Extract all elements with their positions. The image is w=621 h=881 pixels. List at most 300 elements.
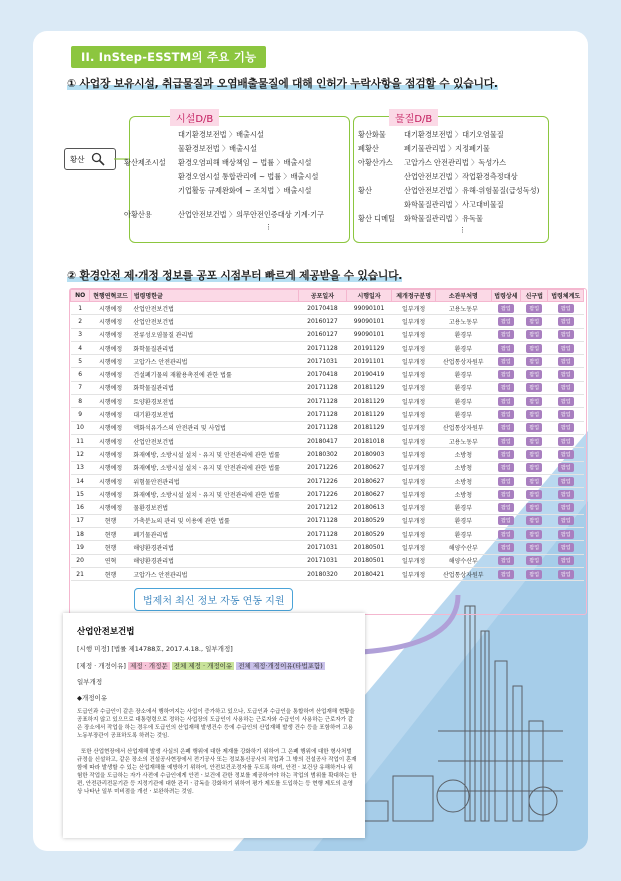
- table-row[interactable]: [71, 448, 584, 461]
- table-cell: 시행예정: [90, 421, 132, 434]
- table-cell: 산업통상자원부: [435, 421, 491, 434]
- table-cell: 20180903: [346, 448, 392, 461]
- facility-line: 기업활동 규제완화에 ~ 조치법 〉배출시설: [178, 186, 312, 195]
- table-cell: 현행: [90, 528, 132, 541]
- table-cell: [491, 302, 520, 315]
- section-title: II. InStep-ESSTM의 주요 기능: [71, 46, 266, 68]
- material-line: 산업안전보건법 〉유해·위험물질(급성독성): [404, 186, 540, 195]
- headline-permit-check: ① 사업장 보유시설, 취급물질과 오염배출물질에 대해 인허가 누락사항을 점검할 수 있습니다.: [67, 77, 498, 90]
- facility-item: 황산제조시설: [124, 158, 166, 167]
- table-cell: [548, 474, 584, 487]
- popup-button[interactable]: 팝업: [558, 556, 574, 565]
- table-cell: 현행: [90, 514, 132, 527]
- table-cell: [491, 381, 520, 394]
- popup-button[interactable]: 팝업: [558, 397, 574, 406]
- table-cell: [548, 554, 584, 567]
- table-cell: [548, 528, 584, 541]
- table-cell: 고용노동부: [435, 434, 491, 447]
- table-cell: 고압가스 안전관리법: [131, 355, 298, 368]
- popup-button[interactable]: 팝업: [498, 477, 514, 486]
- table-cell: [548, 341, 584, 354]
- table-cell: 시행예정: [90, 328, 132, 341]
- table-cell: 토양환경보전법: [131, 395, 298, 408]
- table-cell: 16: [71, 501, 90, 514]
- table-cell: 일부개정: [392, 501, 436, 514]
- table-cell: 연혁: [90, 554, 132, 567]
- popup-button[interactable]: 팝업: [526, 437, 542, 446]
- popup-button[interactable]: 팝업: [526, 543, 542, 552]
- table-cell: [548, 368, 584, 381]
- table-cell: [548, 421, 584, 434]
- table-cell: [521, 528, 548, 541]
- table-cell: [491, 514, 520, 527]
- material-line: 화학물질관리법 〉사고대비물질: [404, 200, 504, 209]
- table-cell: [521, 421, 548, 434]
- table-cell: [521, 541, 548, 554]
- popup-button[interactable]: 팝업: [558, 463, 574, 472]
- facility-line: 산업안전보건법 〉의무안전인증대상 기계·기구: [178, 210, 324, 219]
- table-cell: [521, 501, 548, 514]
- table-row[interactable]: [71, 488, 584, 501]
- table-cell: 액화석유가스의 안전관리 및 사업법: [131, 421, 298, 434]
- table-cell: 20181018: [346, 434, 392, 447]
- popup-button[interactable]: 팝업: [526, 330, 542, 339]
- table-cell: 산업안전보건법: [131, 434, 298, 447]
- table-cell: 시행예정: [90, 315, 132, 328]
- table-cell: 시행예정: [90, 408, 132, 421]
- material-line: 폐기물관리법 〉지정폐기물: [404, 144, 490, 153]
- table-cell: 시행예정: [90, 434, 132, 447]
- table-cell: [521, 448, 548, 461]
- popup-button[interactable]: 팝업: [558, 344, 574, 353]
- doc-meta: [시행 미정] [법률 제14788호, 2017.4.18., 일부개정]: [77, 645, 233, 653]
- table-cell: 20171031: [299, 554, 347, 567]
- search-box[interactable]: [64, 148, 116, 170]
- table-cell: 환경부: [435, 395, 491, 408]
- col-header: 신구법: [521, 290, 548, 302]
- table-cell: 환경부: [435, 408, 491, 421]
- table-cell: 20191101: [346, 355, 392, 368]
- table-cell: 화학물질관리법: [131, 381, 298, 394]
- table-cell: 시행예정: [90, 461, 132, 474]
- table-cell: 소방청: [435, 461, 491, 474]
- table-cell: 소방청: [435, 474, 491, 487]
- table-cell: 20171128: [299, 514, 347, 527]
- facility-line: 대기환경보전법 〉배출시설: [178, 130, 264, 139]
- table-cell: 시행예정: [90, 474, 132, 487]
- table-cell: [548, 434, 584, 447]
- table-row[interactable]: [71, 528, 584, 541]
- material-item: 폐황산: [358, 144, 379, 153]
- table-cell: 18: [71, 528, 90, 541]
- table-cell: 일부개정: [392, 341, 436, 354]
- table-cell: [521, 328, 548, 341]
- table-cell: 20171226: [299, 474, 347, 487]
- table-cell: 20160127: [299, 328, 347, 341]
- table-cell: 화재예방, 소방시설 설치ㆍ유지 및 안전관리에 관한 법률: [131, 448, 298, 461]
- table-cell: 화재예방, 소방시설 설치ㆍ유지 및 안전관리에 관한 법률: [131, 488, 298, 501]
- popup-button[interactable]: 팝업: [498, 463, 514, 472]
- table-cell: [548, 395, 584, 408]
- table-cell: [491, 408, 520, 421]
- tag-all-reasons-incl[interactable]: 전체 제정·개정이유(타법포함): [238, 662, 323, 670]
- table-cell: 일부개정: [392, 355, 436, 368]
- table-cell: 20171128: [299, 381, 347, 394]
- popup-button[interactable]: 팝업: [498, 437, 514, 446]
- table-cell: 12: [71, 448, 90, 461]
- table-cell: 잔류성오염물질 관리법: [131, 328, 298, 341]
- table-cell: 고용노동부: [435, 315, 491, 328]
- table-cell: 20181129: [346, 395, 392, 408]
- table-cell: [491, 461, 520, 474]
- table-cell: 소방청: [435, 488, 491, 501]
- table-cell: 20180627: [346, 461, 392, 474]
- table-cell: 소방청: [435, 448, 491, 461]
- popup-button[interactable]: 팝업: [526, 516, 542, 525]
- table-cell: [491, 474, 520, 487]
- table-cell: [548, 488, 584, 501]
- table-cell: 일부개정: [392, 302, 436, 315]
- table-cell: 20171031: [299, 355, 347, 368]
- table-cell: 20180417: [299, 434, 347, 447]
- table-cell: 10: [71, 421, 90, 434]
- material-line: 산업안전보건법 〉작업환경측정대상: [404, 172, 518, 181]
- table-cell: [548, 355, 584, 368]
- table-cell: 20180421: [346, 567, 392, 580]
- table-cell: [521, 395, 548, 408]
- table-cell: 일부개정: [392, 567, 436, 580]
- popup-button[interactable]: 팝업: [526, 570, 542, 579]
- table-cell: 9: [71, 408, 90, 421]
- popup-button[interactable]: 팝업: [498, 370, 514, 379]
- table-row[interactable]: [71, 501, 584, 514]
- table-cell: 시행예정: [90, 341, 132, 354]
- popup-button[interactable]: 팝업: [526, 503, 542, 512]
- table-cell: 시행예정: [90, 355, 132, 368]
- table-cell: 일부개정: [392, 421, 436, 434]
- table-cell: [491, 501, 520, 514]
- table-cell: 해양수산부: [435, 541, 491, 554]
- popup-button[interactable]: 팝업: [558, 410, 574, 419]
- table-cell: [491, 488, 520, 501]
- popup-button[interactable]: 팝업: [498, 330, 514, 339]
- table-cell: [521, 368, 548, 381]
- table-cell: 시행예정: [90, 501, 132, 514]
- popup-button[interactable]: 팝업: [558, 317, 574, 326]
- popup-button[interactable]: 팝업: [526, 357, 542, 366]
- popup-button[interactable]: 팝업: [526, 370, 542, 379]
- popup-button[interactable]: 팝업: [498, 556, 514, 565]
- table-cell: 13: [71, 461, 90, 474]
- table-cell: 위험물안전관리법: [131, 474, 298, 487]
- popup-button[interactable]: 팝업: [526, 450, 542, 459]
- table-cell: 현행: [90, 567, 132, 580]
- table-cell: [521, 381, 548, 394]
- table-row[interactable]: [71, 315, 584, 328]
- table-cell: 19: [71, 541, 90, 554]
- table-cell: 20180627: [346, 488, 392, 501]
- popup-button[interactable]: 팝업: [558, 330, 574, 339]
- material-db-box: [353, 116, 549, 243]
- popup-button[interactable]: 팝업: [526, 463, 542, 472]
- table-cell: 20180529: [346, 514, 392, 527]
- table-cell: 20171128: [299, 421, 347, 434]
- table-row[interactable]: [71, 381, 584, 394]
- table-row[interactable]: [71, 514, 584, 527]
- doc-line-partial: 일부개정: [77, 678, 103, 686]
- doc-line-reason: ◆개정이유: [77, 694, 108, 702]
- popup-button[interactable]: 팝업: [558, 450, 574, 459]
- table-cell: 21: [71, 567, 90, 580]
- table-cell: 일부개정: [392, 514, 436, 527]
- table-cell: 20180529: [346, 528, 392, 541]
- table-cell: [491, 368, 520, 381]
- facility-line: 환경오염시설 통합관리에 ~ 법률 〉배출시설: [178, 172, 319, 181]
- popup-button[interactable]: 팝업: [498, 543, 514, 552]
- table-cell: 3: [71, 328, 90, 341]
- table-row[interactable]: [71, 368, 584, 381]
- popup-button[interactable]: 팝업: [498, 304, 514, 313]
- table-cell: [491, 421, 520, 434]
- table-row[interactable]: [71, 421, 584, 434]
- material-item: 황산: [358, 186, 372, 195]
- table-cell: [521, 554, 548, 567]
- table-header-row: [71, 290, 584, 302]
- table-cell: 환경부: [435, 501, 491, 514]
- table-cell: 99090101: [346, 315, 392, 328]
- popup-button[interactable]: 팝업: [526, 556, 542, 565]
- table-cell: [491, 528, 520, 541]
- table-cell: 20191129: [346, 341, 392, 354]
- table-cell: [491, 328, 520, 341]
- table-cell: 일부개정: [392, 488, 436, 501]
- table-cell: [521, 434, 548, 447]
- table-cell: 일부개정: [392, 395, 436, 408]
- popup-button[interactable]: 팝업: [498, 410, 514, 419]
- popup-button[interactable]: 팝업: [498, 503, 514, 512]
- tag-prefix: [제정 · 개정이유]: [77, 662, 126, 670]
- table-row[interactable]: [71, 328, 584, 341]
- table-cell: [491, 395, 520, 408]
- table-cell: 15: [71, 488, 90, 501]
- popup-button[interactable]: 팝업: [558, 530, 574, 539]
- table-cell: 20171128: [299, 395, 347, 408]
- table-cell: 20171128: [299, 408, 347, 421]
- table-cell: 20181129: [346, 408, 392, 421]
- table-cell: 환경부: [435, 514, 491, 527]
- table-cell: 20180627: [346, 474, 392, 487]
- table-cell: 화학물질관리법: [131, 341, 298, 354]
- table-cell: 7: [71, 381, 90, 394]
- popup-button[interactable]: 팝업: [526, 477, 542, 486]
- table-cell: [491, 341, 520, 354]
- facility-line: 환경오염피해 배상책임 ~ 법률 〉배출시설: [178, 158, 312, 167]
- popup-button[interactable]: 팝업: [558, 570, 574, 579]
- table-cell: 99090101: [346, 302, 392, 315]
- table-cell: 일부개정: [392, 554, 436, 567]
- facility-item: 아황산용: [124, 210, 152, 219]
- table-cell: 환경부: [435, 328, 491, 341]
- popup-button[interactable]: 팝업: [558, 477, 574, 486]
- popup-button[interactable]: 팝업: [498, 490, 514, 499]
- table-cell: 17: [71, 514, 90, 527]
- table-cell: [548, 461, 584, 474]
- table-cell: 폐기물관리법: [131, 528, 298, 541]
- popup-button[interactable]: 팝업: [498, 397, 514, 406]
- popup-button[interactable]: 팝업: [526, 490, 542, 499]
- table-cell: 고용노동부: [435, 302, 491, 315]
- table-cell: 현행: [90, 541, 132, 554]
- table-row[interactable]: [71, 474, 584, 487]
- popup-button[interactable]: 팝업: [498, 570, 514, 579]
- table-cell: 20171212: [299, 501, 347, 514]
- table-cell: 일부개정: [392, 528, 436, 541]
- more-ellipsis: ⋮: [459, 225, 467, 234]
- col-header: 법령상세: [491, 290, 520, 302]
- table-cell: 환경부: [435, 341, 491, 354]
- more-ellipsis: ⋮: [265, 222, 273, 231]
- facility-db-box: [124, 114, 350, 243]
- table-cell: 20171128: [299, 528, 347, 541]
- table-row[interactable]: [71, 355, 584, 368]
- popup-button[interactable]: 팝업: [526, 344, 542, 353]
- popup-button[interactable]: 팝업: [526, 423, 542, 432]
- table-cell: [521, 355, 548, 368]
- col-header: 현행연혁코드: [90, 290, 132, 302]
- table-cell: 20180613: [346, 501, 392, 514]
- table-cell: 산업통상자원부: [435, 355, 491, 368]
- popup-button[interactable]: 팝업: [558, 543, 574, 552]
- table-cell: 해양수산부: [435, 554, 491, 567]
- table-cell: 20181129: [346, 421, 392, 434]
- table-cell: 20170418: [299, 368, 347, 381]
- popup-button[interactable]: 팝업: [526, 383, 542, 392]
- popup-button[interactable]: 팝업: [558, 423, 574, 432]
- table-cell: 일부개정: [392, 461, 436, 474]
- popup-button[interactable]: 팝업: [498, 317, 514, 326]
- table-cell: 20: [71, 554, 90, 567]
- table-row[interactable]: [71, 434, 584, 447]
- popup-button[interactable]: 팝업: [498, 357, 514, 366]
- popup-button[interactable]: 팝업: [558, 437, 574, 446]
- table-cell: 물환경보전법: [131, 501, 298, 514]
- col-header: NO: [71, 290, 90, 302]
- table-cell: 시행예정: [90, 488, 132, 501]
- table-cell: [548, 541, 584, 554]
- table-cell: 시행예정: [90, 448, 132, 461]
- table-cell: 20181129: [346, 381, 392, 394]
- regulation-table: [70, 289, 584, 581]
- table-cell: 건설폐기물의 재활용촉진에 관한 법률: [131, 368, 298, 381]
- table-cell: 화재예방, 소방시설 설치ㆍ유지 및 안전관리에 관한 법률: [131, 461, 298, 474]
- table-cell: 20180501: [346, 554, 392, 567]
- table-cell: 일부개정: [392, 328, 436, 341]
- popup-button[interactable]: 팝업: [526, 304, 542, 313]
- table-cell: 시행예정: [90, 368, 132, 381]
- popup-button[interactable]: 팝업: [498, 530, 514, 539]
- tag-all-reasons[interactable]: 전체 제정 · 개정이유: [173, 662, 233, 670]
- popup-button[interactable]: 팝업: [498, 450, 514, 459]
- table-row[interactable]: [71, 341, 584, 354]
- popup-button[interactable]: 팝업: [558, 516, 574, 525]
- popup-button[interactable]: 팝업: [526, 530, 542, 539]
- table-row[interactable]: [71, 567, 584, 580]
- tag-amendment-text[interactable]: 제정 · 개정문: [130, 662, 168, 670]
- table-cell: 해양환경관리법: [131, 554, 298, 567]
- table-row[interactable]: [71, 408, 584, 421]
- table-cell: 6: [71, 368, 90, 381]
- table-cell: [491, 554, 520, 567]
- table-cell: [548, 567, 584, 580]
- table-cell: [521, 315, 548, 328]
- popup-button[interactable]: 팝업: [558, 304, 574, 313]
- table-cell: 20190419: [346, 368, 392, 381]
- table-row[interactable]: [71, 302, 584, 315]
- table-cell: 일부개정: [392, 315, 436, 328]
- table-cell: [548, 315, 584, 328]
- table-cell: 일부개정: [392, 381, 436, 394]
- table-cell: 일부개정: [392, 541, 436, 554]
- table-cell: [521, 408, 548, 421]
- table-cell: [491, 448, 520, 461]
- doc-paragraph: 또한 산업현장에서 산업재해 발생 사실의 은폐 행위에 대한 제재를 강화하기 위하여 그 은폐 행위에 대한 형사처벌 규정을 신설하고, 같은 장소의 건설공사현장에서 전기공사 또는 정보통신공사의 작업과 그 밖의 건설공사 작업이 혼재함에 따라 발생할 수 있는 산업재해를 예방하기 위하여, 안전보건조정자를 두도록 하며, 안전ㆍ보건상 유해하거나 위험한 작업을 도급하는 자가 사전에 수급인에게 안전ㆍ보건에 관한 정보를 제공하여야 하는 작업의 범위를 확대하는 한편, 안전관리전문기관 등 지정기관에 대한 관리ㆍ감독을 강화하기 위하여 평가 제도를 도입하는 등 현행 제도의 운영상 나타난 일부 미비점을 개선ㆍ보완하려는 것임.: [77, 749, 357, 795]
- material-line: 대기환경보전법 〉대기오염물질: [404, 130, 504, 139]
- table-cell: 20171031: [299, 541, 347, 554]
- table-cell: [521, 461, 548, 474]
- popup-button[interactable]: 팝업: [526, 397, 542, 406]
- popup-button[interactable]: 팝업: [558, 383, 574, 392]
- table-cell: 산업통상자원부: [435, 567, 491, 580]
- popup-button[interactable]: 팝업: [498, 423, 514, 432]
- table-cell: 환경부: [435, 368, 491, 381]
- table-cell: [491, 315, 520, 328]
- law-detail-document: [63, 613, 365, 838]
- table-cell: [548, 514, 584, 527]
- table-cell: [491, 434, 520, 447]
- popup-button[interactable]: 팝업: [558, 370, 574, 379]
- popup-button[interactable]: 팝업: [526, 317, 542, 326]
- facility-db-header: 시설D/B: [170, 109, 219, 126]
- table-row[interactable]: [71, 541, 584, 554]
- table-row[interactable]: [71, 461, 584, 474]
- table-cell: 1: [71, 302, 90, 315]
- table-cell: [521, 341, 548, 354]
- col-header: 법령명한글: [131, 290, 298, 302]
- popup-button[interactable]: 팝업: [558, 490, 574, 499]
- table-cell: 20171226: [299, 461, 347, 474]
- table-cell: 일부개정: [392, 434, 436, 447]
- popup-button[interactable]: 팝업: [526, 410, 542, 419]
- table-cell: 일부개정: [392, 408, 436, 421]
- table-cell: 일부개정: [392, 448, 436, 461]
- table-cell: 20180320: [299, 567, 347, 580]
- popup-button[interactable]: 팝업: [498, 344, 514, 353]
- table-cell: 고압가스 안전관리법: [131, 567, 298, 580]
- table-row[interactable]: [71, 395, 584, 408]
- table-cell: [521, 514, 548, 527]
- table-cell: 일부개정: [392, 368, 436, 381]
- col-header: 제개정구분명: [392, 290, 436, 302]
- table-cell: 일부개정: [392, 474, 436, 487]
- table-cell: 해양환경관리법: [131, 541, 298, 554]
- table-cell: 99090101: [346, 328, 392, 341]
- col-header: 소관부처명: [435, 290, 491, 302]
- popup-button[interactable]: 팝업: [498, 383, 514, 392]
- popup-button[interactable]: 팝업: [498, 516, 514, 525]
- popup-button[interactable]: 팝업: [558, 503, 574, 512]
- table-row[interactable]: [71, 554, 584, 567]
- popup-button[interactable]: 팝업: [558, 357, 574, 366]
